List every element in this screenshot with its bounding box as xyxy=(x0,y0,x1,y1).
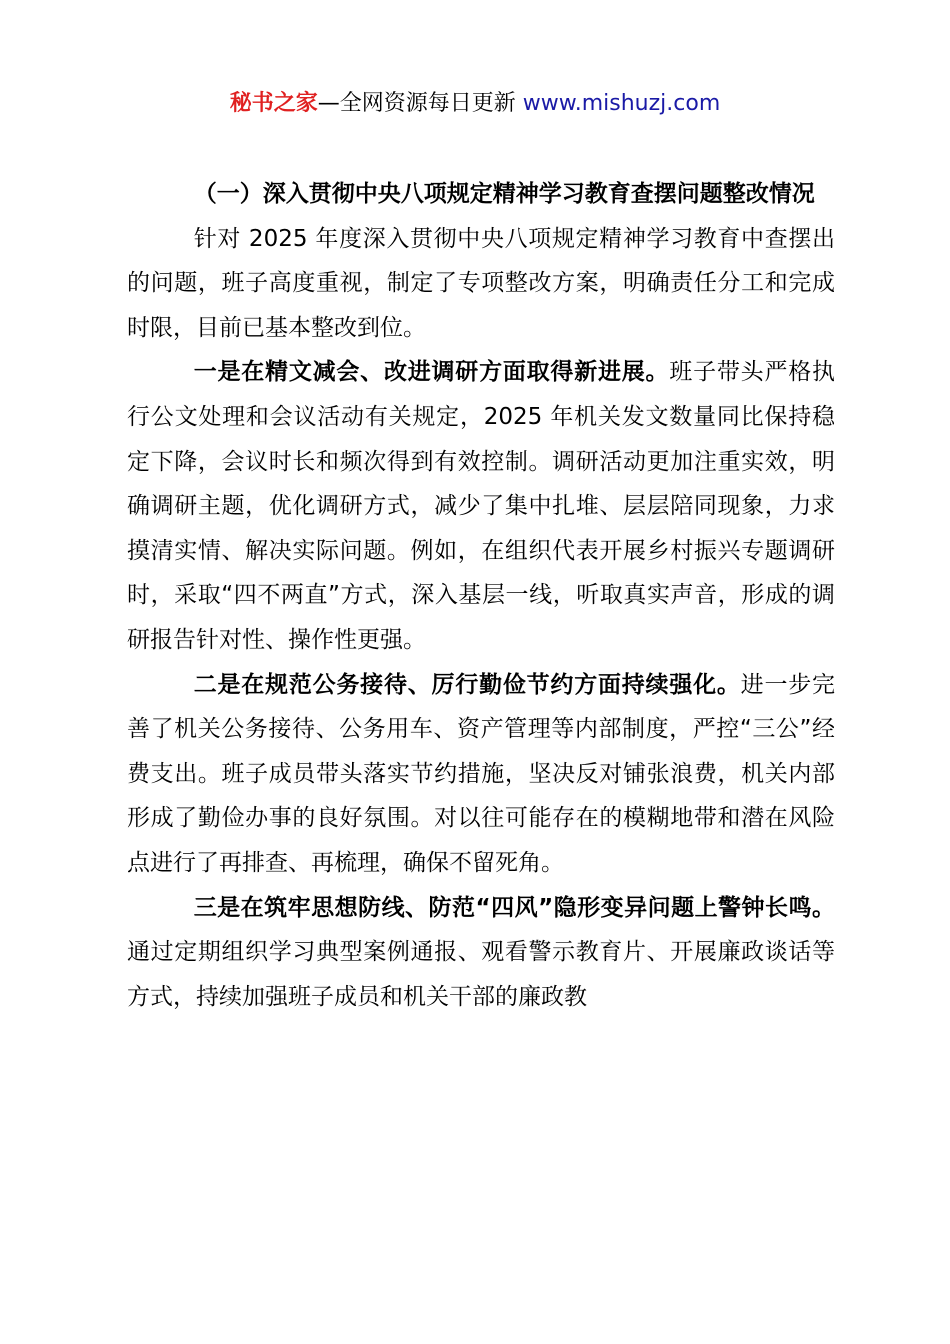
intro-paragraph: 针对 2025 年度深入贯彻中央八项规定精神学习教育中查摆出的问题，班子高度重视，制定了专项整改方案，明确责任分工和完成时限，目前已基本整改到位。 xyxy=(127,225,835,341)
site-header xyxy=(0,86,950,122)
section-1-body: 班子带头严格执行公文处理和会议活动有关规定，2025 年机关发文数量同比保持稳定下降，会议时长和频次得到有效控制。调研活动更加注重实效，明确调研主题，优化调研方式，减少了集中扎堆、层层陪同现象，力求摸清实情、解决实际问题。例如，在组织代表开展乡村振兴专题调研时，采取“四不两直”方式，深入基层一线，听取真实声音，形成的调研报告针对性、操作性更强。 xyxy=(127,359,835,653)
section-2-lead: 二是在规范公务接待、厉行勤俭节约方面持续强化。 xyxy=(193,671,741,698)
section-3-lead: 三是在筑牢思想防线、防范“四风”隐形变异问题上警钟长鸣。 xyxy=(193,894,835,921)
paragraph-section-1 xyxy=(127,350,835,662)
brand-name: 秘书之家 xyxy=(229,91,318,116)
section-3-body: 通过定期组织学习典型案例通报、观看警示教育片、开展廉政谈话等方式，持续加强班子成员和机关干部的廉政教 xyxy=(127,939,835,1010)
section-2-body: 进一步完善了机关公务接待、公务用车、资产管理等内部制度，严控“三公”经费支出。班子成员带头落实节约措施，坚决反对铺张浪费，机关内部形成了勤俭办事的良好氛围。对以往可能存在的模糊地带和潜在风险点进行了再排查、再梳理，确保不留死角。 xyxy=(127,671,835,876)
header-slogan: —全网资源每日更新 xyxy=(317,91,523,116)
section-heading: （一）深入贯彻中央八项规定精神学习教育查摆问题整改情况 xyxy=(193,181,815,207)
paragraph-section-2 xyxy=(127,663,835,886)
paragraph-section-3 xyxy=(127,886,835,1020)
document-body xyxy=(127,172,835,1019)
site-url[interactable]: www.mishuzj.com xyxy=(522,91,721,116)
section-1-lead: 一是在精文减会、改进调研方面取得新进展。 xyxy=(193,359,670,386)
